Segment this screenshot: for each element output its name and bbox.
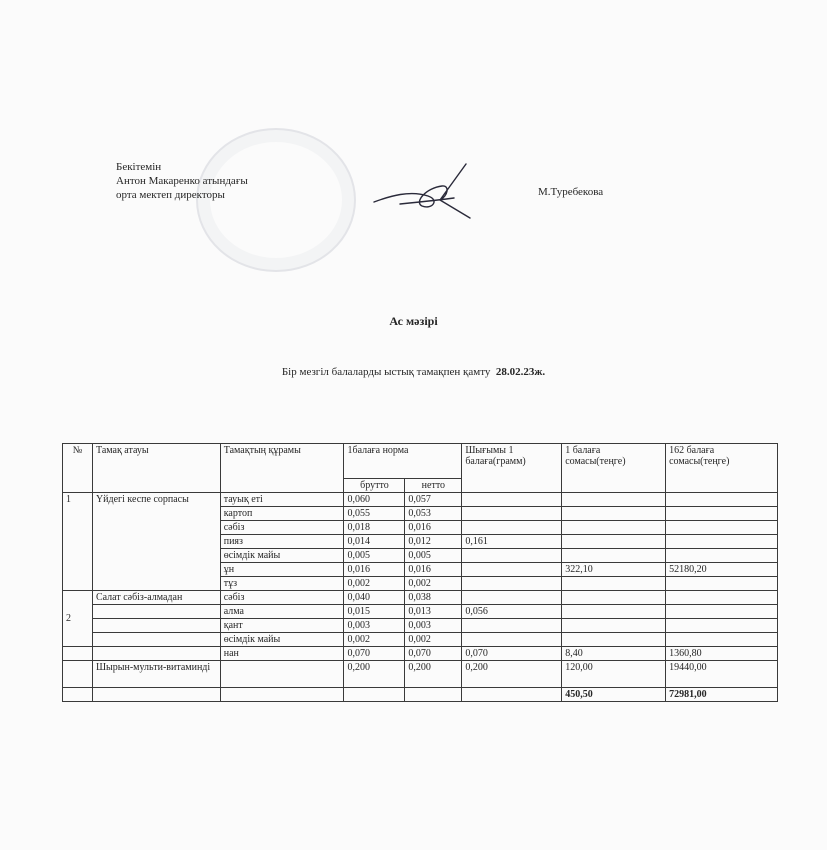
header-no: № xyxy=(63,444,93,493)
net-cell: 0,003 xyxy=(405,619,462,633)
table-row xyxy=(63,633,778,647)
header-gross: брутто xyxy=(344,479,405,493)
drink-output: 0,200 xyxy=(462,661,562,688)
header-norm: 1балаға норма xyxy=(344,444,462,479)
gross-cell: 0,070 xyxy=(344,647,405,661)
header-cost162: 162 балаға сомасы(теңге) xyxy=(666,444,778,493)
ingredient-cell: нан xyxy=(220,647,344,661)
totals-row xyxy=(63,688,778,702)
gross-cell: 0,005 xyxy=(344,549,405,563)
ingredient-cell: ұн xyxy=(220,563,344,577)
drink-cost162: 19440,00 xyxy=(666,661,778,688)
ingredient-cell: тұз xyxy=(220,577,344,591)
drink-name: Шырын-мульти-витаминді xyxy=(92,661,220,688)
header-composition: Тамақтың құрамы xyxy=(220,444,344,493)
gross-cell: 0,016 xyxy=(344,563,405,577)
total-cost162: 72981,00 xyxy=(666,688,778,702)
net-cell: 0,005 xyxy=(405,549,462,563)
net-cell: 0,002 xyxy=(405,633,462,647)
ingredient-cell: пияз xyxy=(220,535,344,549)
ingredient-cell: сәбіз xyxy=(220,591,344,605)
signature xyxy=(370,160,490,230)
director-line: орта мектеп директоры xyxy=(116,189,225,201)
net-cell: 0,053 xyxy=(405,507,462,521)
header-dish: Тамақ атауы xyxy=(92,444,220,493)
ingredient-cell: сәбіз xyxy=(220,521,344,535)
approval-block xyxy=(116,160,248,202)
page-subtitle xyxy=(0,366,827,378)
table-row xyxy=(63,647,778,661)
dish1-output: 0,161 xyxy=(462,535,562,549)
ingredient-cell: өсімдік майы xyxy=(220,549,344,563)
table-row xyxy=(63,493,778,507)
header-cost1: 1 балаға сомасы(теңге) xyxy=(562,444,666,493)
net-cell: 0,057 xyxy=(405,493,462,507)
ingredient-cell: картоп xyxy=(220,507,344,521)
bread-cost1: 8,40 xyxy=(562,647,666,661)
bread-cost162: 1360,80 xyxy=(666,647,778,661)
gross-cell: 0,060 xyxy=(344,493,405,507)
gross-cell: 0,014 xyxy=(344,535,405,549)
menu-table xyxy=(62,443,778,702)
net-cell: 0,012 xyxy=(405,535,462,549)
subtitle-text: Бір мезгіл балаларды ыстық тамақпен қамту xyxy=(281,366,491,378)
net-cell: 0,200 xyxy=(405,661,462,688)
header-row xyxy=(63,444,778,479)
net-cell: 0,070 xyxy=(405,647,462,661)
net-cell: 0,016 xyxy=(405,521,462,535)
header-output: Шығымы 1 балаға(грамм) xyxy=(462,444,562,493)
ingredient-cell: алма xyxy=(220,605,344,619)
dish2-output: 0,056 xyxy=(462,605,562,619)
net-cell: 0,016 xyxy=(405,563,462,577)
gross-cell: 0,200 xyxy=(344,661,405,688)
dish2-number: 2 xyxy=(63,591,93,647)
gross-cell: 0,015 xyxy=(344,605,405,619)
table-row xyxy=(63,661,778,688)
net-cell: 0,002 xyxy=(405,577,462,591)
school-line: Антон Макаренко атындағы xyxy=(116,175,248,187)
dish1-cost1: 322,10 xyxy=(562,563,666,577)
table-row xyxy=(63,605,778,619)
gross-cell: 0,040 xyxy=(344,591,405,605)
table-row xyxy=(63,619,778,633)
dish1-cost162: 52180,20 xyxy=(666,563,778,577)
gross-cell: 0,018 xyxy=(344,521,405,535)
gross-cell: 0,002 xyxy=(344,633,405,647)
dish1-name: Үйдегі кеспе сорпасы xyxy=(92,493,220,591)
gross-cell: 0,055 xyxy=(344,507,405,521)
gross-cell: 0,003 xyxy=(344,619,405,633)
ingredient-cell: қант xyxy=(220,619,344,633)
ingredient-cell: тауық еті xyxy=(220,493,344,507)
drink-cost1: 120,00 xyxy=(562,661,666,688)
signer-name: М.Туребекова xyxy=(538,186,604,198)
net-cell: 0,038 xyxy=(405,591,462,605)
page-title: Ас мәзірі xyxy=(389,314,438,328)
table-row xyxy=(63,591,778,605)
net-cell: 0,013 xyxy=(405,605,462,619)
approval-line: Бекітемін xyxy=(116,161,162,173)
dish1-number: 1 xyxy=(63,493,93,591)
header-net: нетто xyxy=(405,479,462,493)
ingredient-cell: өсімдік майы xyxy=(220,633,344,647)
dish2-name: Салат сәбіз-алмадан xyxy=(92,591,220,605)
gross-cell: 0,002 xyxy=(344,577,405,591)
subtitle-date: 28.02.23ж. xyxy=(495,366,546,378)
bread-output: 0,070 xyxy=(462,647,562,661)
total-cost1: 450,50 xyxy=(562,688,666,702)
